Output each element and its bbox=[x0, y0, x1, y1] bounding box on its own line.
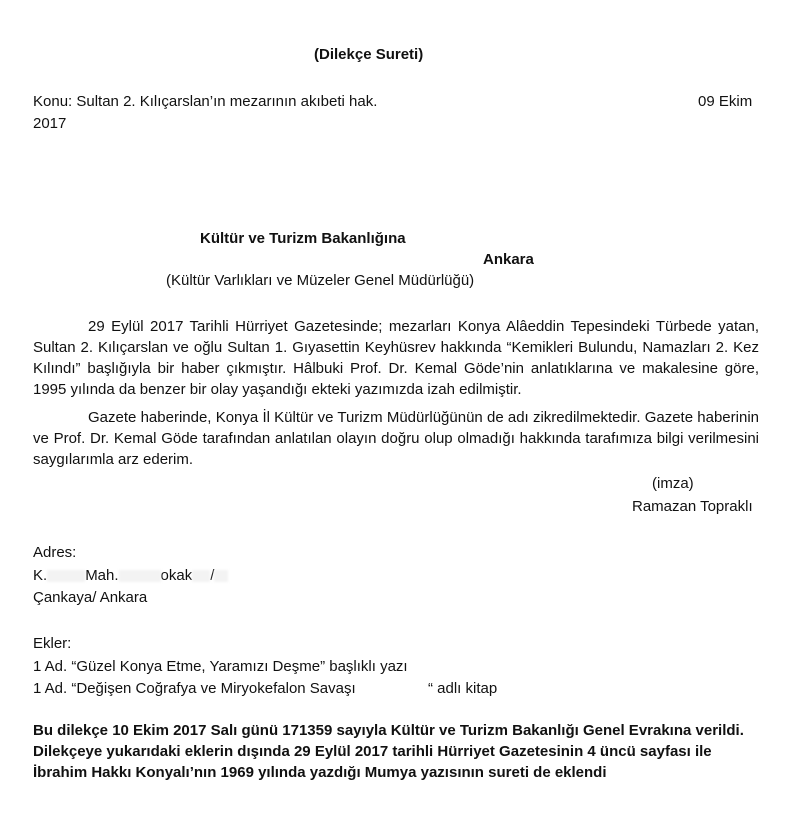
document-title: (Dilekçe Sureti) bbox=[314, 46, 424, 63]
date-year: 2017 bbox=[33, 115, 67, 132]
redaction-mark bbox=[214, 570, 228, 582]
body-paragraph-1: 29 Eylül 2017 Tarihli Hürriyet Gazetesinde; mezarları Konya Alâeddin Tepesindeki Türbede yatan, Sultan 2. Kılıçarslan ve oğlu Sultan 1. Gıyasettin Keyhüsrev hakkında “Kemikleri Bulundu, Namazları 2. Kez Kılındı” başlığıyla bir haber çıkmıştır. Hâlbuki Prof. Dr. Kemal Göde’nin anlatıklarına ve makalesine göre, 1995 yılında da benzer bir olay yaşandığı ekteki yazımızda izah edilmiştir. bbox=[33, 318, 759, 398]
address-fragment-3: okak bbox=[160, 567, 193, 584]
address-fragment-1: K. bbox=[33, 567, 48, 584]
attachment-item-1: 1 Ad. “Güzel Konya Etme, Yaramızı Deşme” başlıklı yazı bbox=[33, 658, 408, 675]
attachments-label: Ekler: bbox=[33, 635, 72, 652]
redaction-mark bbox=[47, 570, 85, 582]
filing-note: Bu dilekçe 10 Ekim 2017 Salı günü 171359 sayıyla Kültür ve Turizm Bakanlığı Genel Evrakına verildi. Dilekçeye yukarıdaki eklerin dışında 29 Eylül 2017 tarihli Hürriyet Gazetesinin 4 üncü sayfası ile İbrahim Hakkı Konyalı’nın 1969 yılında yazdığı Mumya yazısının sureti de eklendi bbox=[33, 722, 744, 781]
date-day-month: 09 Ekim bbox=[698, 93, 753, 110]
addressee-department: (Kültür Varlıkları ve Müzeler Genel Müdürlüğü) bbox=[166, 272, 475, 289]
body-paragraph-2: Gazete haberinde, Konya İl Kültür ve Turizm Müdürlüğünün de adı zikredilmektedir. Gazete haberinin ve Prof. Dr. Kemal Göde tarafından anlatılan olayın doğru olup olmadığı hakkında tarafımıza bilgi verilmesini saygılarımla arz ederim. bbox=[33, 409, 759, 468]
subject-line: Konu: Sultan 2. Kılıçarslan’ın mezarının akıbeti hak. bbox=[33, 93, 378, 110]
attachment-item-2: 1 Ad. “Değişen Coğrafya ve Miryokefalon Savaşı bbox=[33, 680, 356, 697]
address-label: Adres: bbox=[33, 544, 77, 561]
signature-label: (imza) bbox=[652, 475, 694, 492]
signature-name: Ramazan Topraklı bbox=[632, 498, 753, 515]
addressee-ministry: Kültür ve Turizm Bakanlığına bbox=[200, 230, 406, 247]
redaction-mark bbox=[119, 570, 161, 582]
attachment-item-2-suffix: “ adlı kitap bbox=[428, 680, 498, 697]
address-line-2: Çankaya/ Ankara bbox=[33, 589, 148, 606]
address-fragment-2: Mah. bbox=[85, 567, 119, 584]
redaction-mark bbox=[192, 570, 210, 582]
address-line-redacted bbox=[33, 565, 228, 586]
address-fragment-4: / bbox=[210, 567, 215, 584]
addressee-city: Ankara bbox=[483, 251, 534, 268]
